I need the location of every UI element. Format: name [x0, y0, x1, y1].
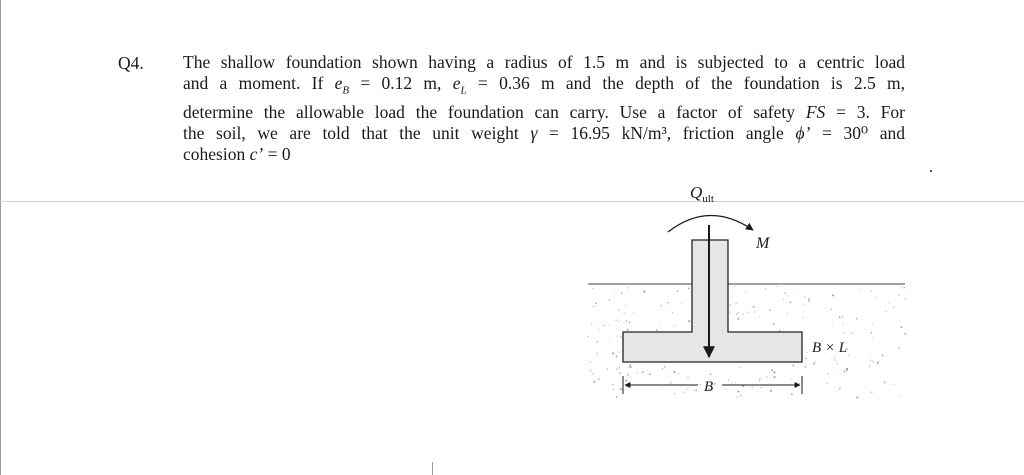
soil-particle [627, 329, 629, 331]
soil-particle [804, 366, 806, 368]
soil-particle [808, 300, 810, 302]
soil-particle [773, 371, 775, 373]
soil-particle [612, 353, 614, 355]
soil-particle [859, 289, 860, 290]
soil-particle [789, 301, 791, 303]
soil-particle [747, 311, 749, 313]
soil-particle [609, 338, 610, 339]
soil-particle [673, 393, 674, 394]
soil-particle [773, 376, 775, 378]
soil-particle [844, 371, 846, 373]
soil-particle [593, 381, 595, 383]
soil-particle [771, 369, 773, 371]
soil-particle [804, 304, 805, 305]
soil-particle [839, 316, 841, 318]
soil-particle [619, 367, 620, 368]
soil-particle [798, 383, 799, 384]
soil-particle [872, 324, 873, 325]
soil-particle [626, 386, 628, 388]
soil-particle [688, 287, 690, 289]
soil-particle [732, 296, 733, 297]
soil-particle [742, 313, 743, 314]
soil-particle [807, 352, 808, 353]
soil-particle [900, 326, 902, 328]
soil-particle [740, 395, 742, 397]
footing-label: B × L [812, 340, 848, 356]
soil-particle [628, 367, 630, 369]
soil-particle [885, 311, 886, 312]
soil-particle [627, 287, 629, 289]
soil-particle [725, 389, 726, 390]
soil-particle [903, 287, 904, 288]
soil-particle [620, 388, 622, 390]
soil-particle [630, 366, 632, 368]
soil-particle [735, 383, 736, 384]
soil-particle [784, 292, 786, 294]
soil-particle [895, 383, 896, 384]
soil-particle [760, 387, 762, 389]
soil-particle [787, 313, 788, 314]
soil-particle [738, 312, 740, 314]
soil-particle [871, 290, 873, 292]
soil-particle [842, 324, 843, 325]
soil-particle [614, 293, 615, 294]
soil-particle [625, 380, 627, 382]
soil-particle [779, 329, 781, 331]
soil-particle [804, 346, 805, 347]
soil-particle [730, 305, 731, 306]
soil-particle [677, 290, 679, 292]
soil-particle [770, 390, 772, 392]
soil-particle [805, 357, 807, 359]
soil-particle [737, 318, 739, 320]
soil-particle [827, 373, 829, 375]
soil-particle [629, 322, 631, 324]
soil-particle [851, 332, 853, 334]
soil-particle [898, 347, 900, 349]
soil-particle [806, 365, 807, 366]
soil-particle [759, 378, 761, 380]
load-label: $Q_{ult}$ [690, 183, 714, 205]
soil-particle [759, 380, 760, 381]
soil-particle [616, 355, 618, 357]
soil-particle [670, 382, 671, 383]
scan-speck [930, 170, 932, 172]
soil-particle [898, 294, 900, 296]
soil-particle [663, 387, 664, 388]
soil-particle [616, 368, 618, 370]
soil-particle [871, 392, 872, 393]
question-line-5: cohesion c’ = 0 [183, 143, 291, 164]
soil-particle [616, 320, 617, 321]
soil-particle [769, 309, 771, 311]
soil-particle [656, 329, 658, 331]
soil-particle [832, 294, 834, 296]
soil-particle [893, 384, 894, 385]
soil-particle [687, 377, 688, 378]
question-text [183, 52, 905, 165]
soil-particle [815, 361, 816, 362]
soil-particle [728, 379, 729, 380]
soil-particle [618, 351, 619, 352]
soil-particle [590, 361, 591, 362]
soil-particle [753, 306, 755, 308]
soil-particle [624, 313, 625, 314]
soil-particle [783, 329, 784, 330]
soil-particle [834, 359, 836, 361]
soil-particle [791, 393, 793, 395]
soil-particle [746, 291, 747, 292]
question-number: Q4. [118, 53, 144, 73]
soil-particle [759, 317, 760, 318]
soil-particle [766, 377, 768, 379]
soil-particle [619, 372, 621, 374]
soil-particle [676, 325, 677, 326]
soil-particle [681, 303, 682, 304]
soil-particle [621, 292, 623, 294]
soil-particle [626, 320, 627, 321]
soil-particle [695, 389, 697, 391]
soil-particle [874, 349, 875, 350]
soil-particle [627, 322, 628, 323]
soil-particle [757, 391, 758, 392]
soil-particle [754, 312, 755, 313]
soil-particle [599, 329, 600, 330]
soil-particle [597, 352, 598, 353]
soil-particle [843, 332, 845, 334]
soil-particle [593, 306, 594, 307]
soil-particle [737, 396, 739, 398]
soil-particle [665, 304, 666, 305]
soil-particle [900, 396, 901, 397]
question-line-3: determine the allowable load the foundation can carry. Use a factor of safety FS = 3. For [183, 101, 905, 122]
soil-particle [597, 341, 598, 342]
soil-particle [595, 302, 597, 304]
scan-mark [432, 462, 433, 475]
soil-particle [735, 303, 736, 304]
soil-particle [830, 359, 831, 360]
soil-particle [608, 299, 610, 301]
soil-particle [841, 315, 843, 317]
soil-particle [674, 371, 676, 373]
soil-particle [835, 373, 836, 374]
soil-particle [872, 361, 873, 362]
soil-particle [736, 313, 738, 315]
soil-particle [875, 297, 876, 298]
soil-particle [660, 305, 662, 307]
soil-particle [618, 309, 620, 311]
soil-particle [612, 384, 614, 386]
soil-particle [633, 312, 635, 314]
soil-particle [834, 357, 835, 358]
soil-particle [618, 321, 619, 322]
soil-particle [734, 286, 736, 288]
soil-particle [607, 368, 608, 369]
soil-particle [587, 336, 589, 338]
soil-particle [688, 320, 690, 322]
question-line-1: The shallow foundation shown having a radius of 1.5 m and is subjected to a centric load [183, 52, 905, 72]
soil-particle [667, 370, 668, 371]
soil-particle [592, 288, 593, 289]
soil-particle [617, 341, 618, 342]
soil-particle [856, 396, 858, 398]
soil-particle [617, 335, 618, 336]
soil-particle [647, 370, 648, 371]
soil-particle [882, 354, 884, 356]
soil-particle [740, 367, 741, 368]
soil-particle [826, 382, 828, 384]
page-edge [0, 0, 1, 475]
soil-particle [872, 337, 873, 338]
soil-particle [904, 298, 905, 299]
soil-particle [844, 332, 845, 333]
soil-particle [877, 362, 879, 364]
soil-particle [590, 370, 591, 371]
soil-particle [871, 332, 873, 334]
soil-particle [901, 286, 902, 287]
soil-particle [807, 305, 808, 306]
soil-particle [731, 382, 732, 383]
soil-particle [683, 391, 685, 393]
soil-particle [649, 373, 651, 375]
soil-particle [629, 364, 631, 366]
soil-particle [673, 326, 674, 327]
soil-particle [625, 305, 626, 306]
soil-particle [813, 363, 815, 365]
soil-particle [792, 364, 794, 366]
soil-particle [620, 336, 622, 338]
soil-particle [791, 378, 792, 379]
soil-particle [604, 325, 605, 326]
soil-particle [777, 286, 778, 287]
soil-particle [730, 311, 732, 313]
soil-particle [848, 354, 850, 356]
soil-particle [642, 371, 644, 373]
soil-particle [787, 295, 788, 296]
soil-particle [802, 317, 803, 318]
soil-particle [614, 302, 615, 303]
soil-particle [804, 296, 806, 298]
soil-particle [870, 360, 872, 362]
soil-particle [659, 325, 660, 326]
soil-particle [630, 377, 632, 379]
foundation-diagram [580, 180, 920, 410]
soil-particle [751, 386, 753, 388]
soil-particle [869, 354, 870, 355]
soil-particle [808, 298, 810, 300]
soil-particle [699, 384, 701, 386]
soil-particle [837, 363, 838, 364]
moment-label: M [756, 235, 770, 252]
soil-particle [754, 311, 755, 312]
soil-particle [616, 396, 617, 397]
soil-particle [627, 374, 629, 376]
soil-particle [608, 325, 609, 326]
soil-particle [839, 388, 841, 390]
footing [623, 240, 802, 362]
soil-particle [765, 288, 766, 289]
soil-particle [783, 299, 784, 300]
soil-particle [888, 302, 889, 303]
soil-particle [662, 368, 663, 369]
soil-particle [593, 373, 594, 374]
soil-particle [840, 301, 841, 302]
soil-particle [613, 389, 614, 390]
soil-particle [846, 371, 847, 372]
soil-particle [643, 291, 645, 293]
soil-particle [745, 296, 746, 297]
soil-particle [832, 325, 833, 326]
soil-particle [786, 302, 787, 303]
soil-particle [831, 309, 832, 310]
soil-particle [591, 323, 593, 325]
soil-particle [893, 307, 894, 308]
soil-particle [642, 290, 643, 291]
soil-particle [798, 294, 799, 295]
moment-arc [668, 215, 753, 232]
soil-particle [710, 373, 711, 374]
soil-particle [672, 312, 674, 314]
soil-particle [667, 302, 668, 303]
soil-particle [770, 388, 771, 389]
soil-particle [884, 381, 886, 383]
soil-particle [678, 373, 680, 375]
soil-particle [714, 383, 716, 385]
soil-particle [869, 365, 871, 367]
soil-particle [904, 333, 906, 335]
question-line-4: the soil, we are told that the unit weight γ = 16.95 kN/m³, friction angle ϕ’ = 30⁰ and [183, 122, 905, 143]
soil-particle [596, 354, 597, 355]
soil-particle [737, 391, 739, 393]
soil-particle [624, 322, 625, 323]
soil-particle [674, 393, 675, 394]
soil-particle [857, 296, 858, 297]
soil-particle [598, 378, 600, 380]
soil-particle [687, 388, 689, 390]
soil-particle [846, 368, 848, 370]
soil-particle [856, 318, 858, 320]
soil-particle [773, 323, 775, 325]
soil-particle [636, 372, 637, 373]
question-line-2: and a moment. If $e_B = 0.12$ m, $e_L = 0.36$ m and the depth of the foundation is 2.5 m, [183, 73, 905, 97]
width-label: B [704, 379, 714, 395]
soil-particle [664, 366, 666, 368]
